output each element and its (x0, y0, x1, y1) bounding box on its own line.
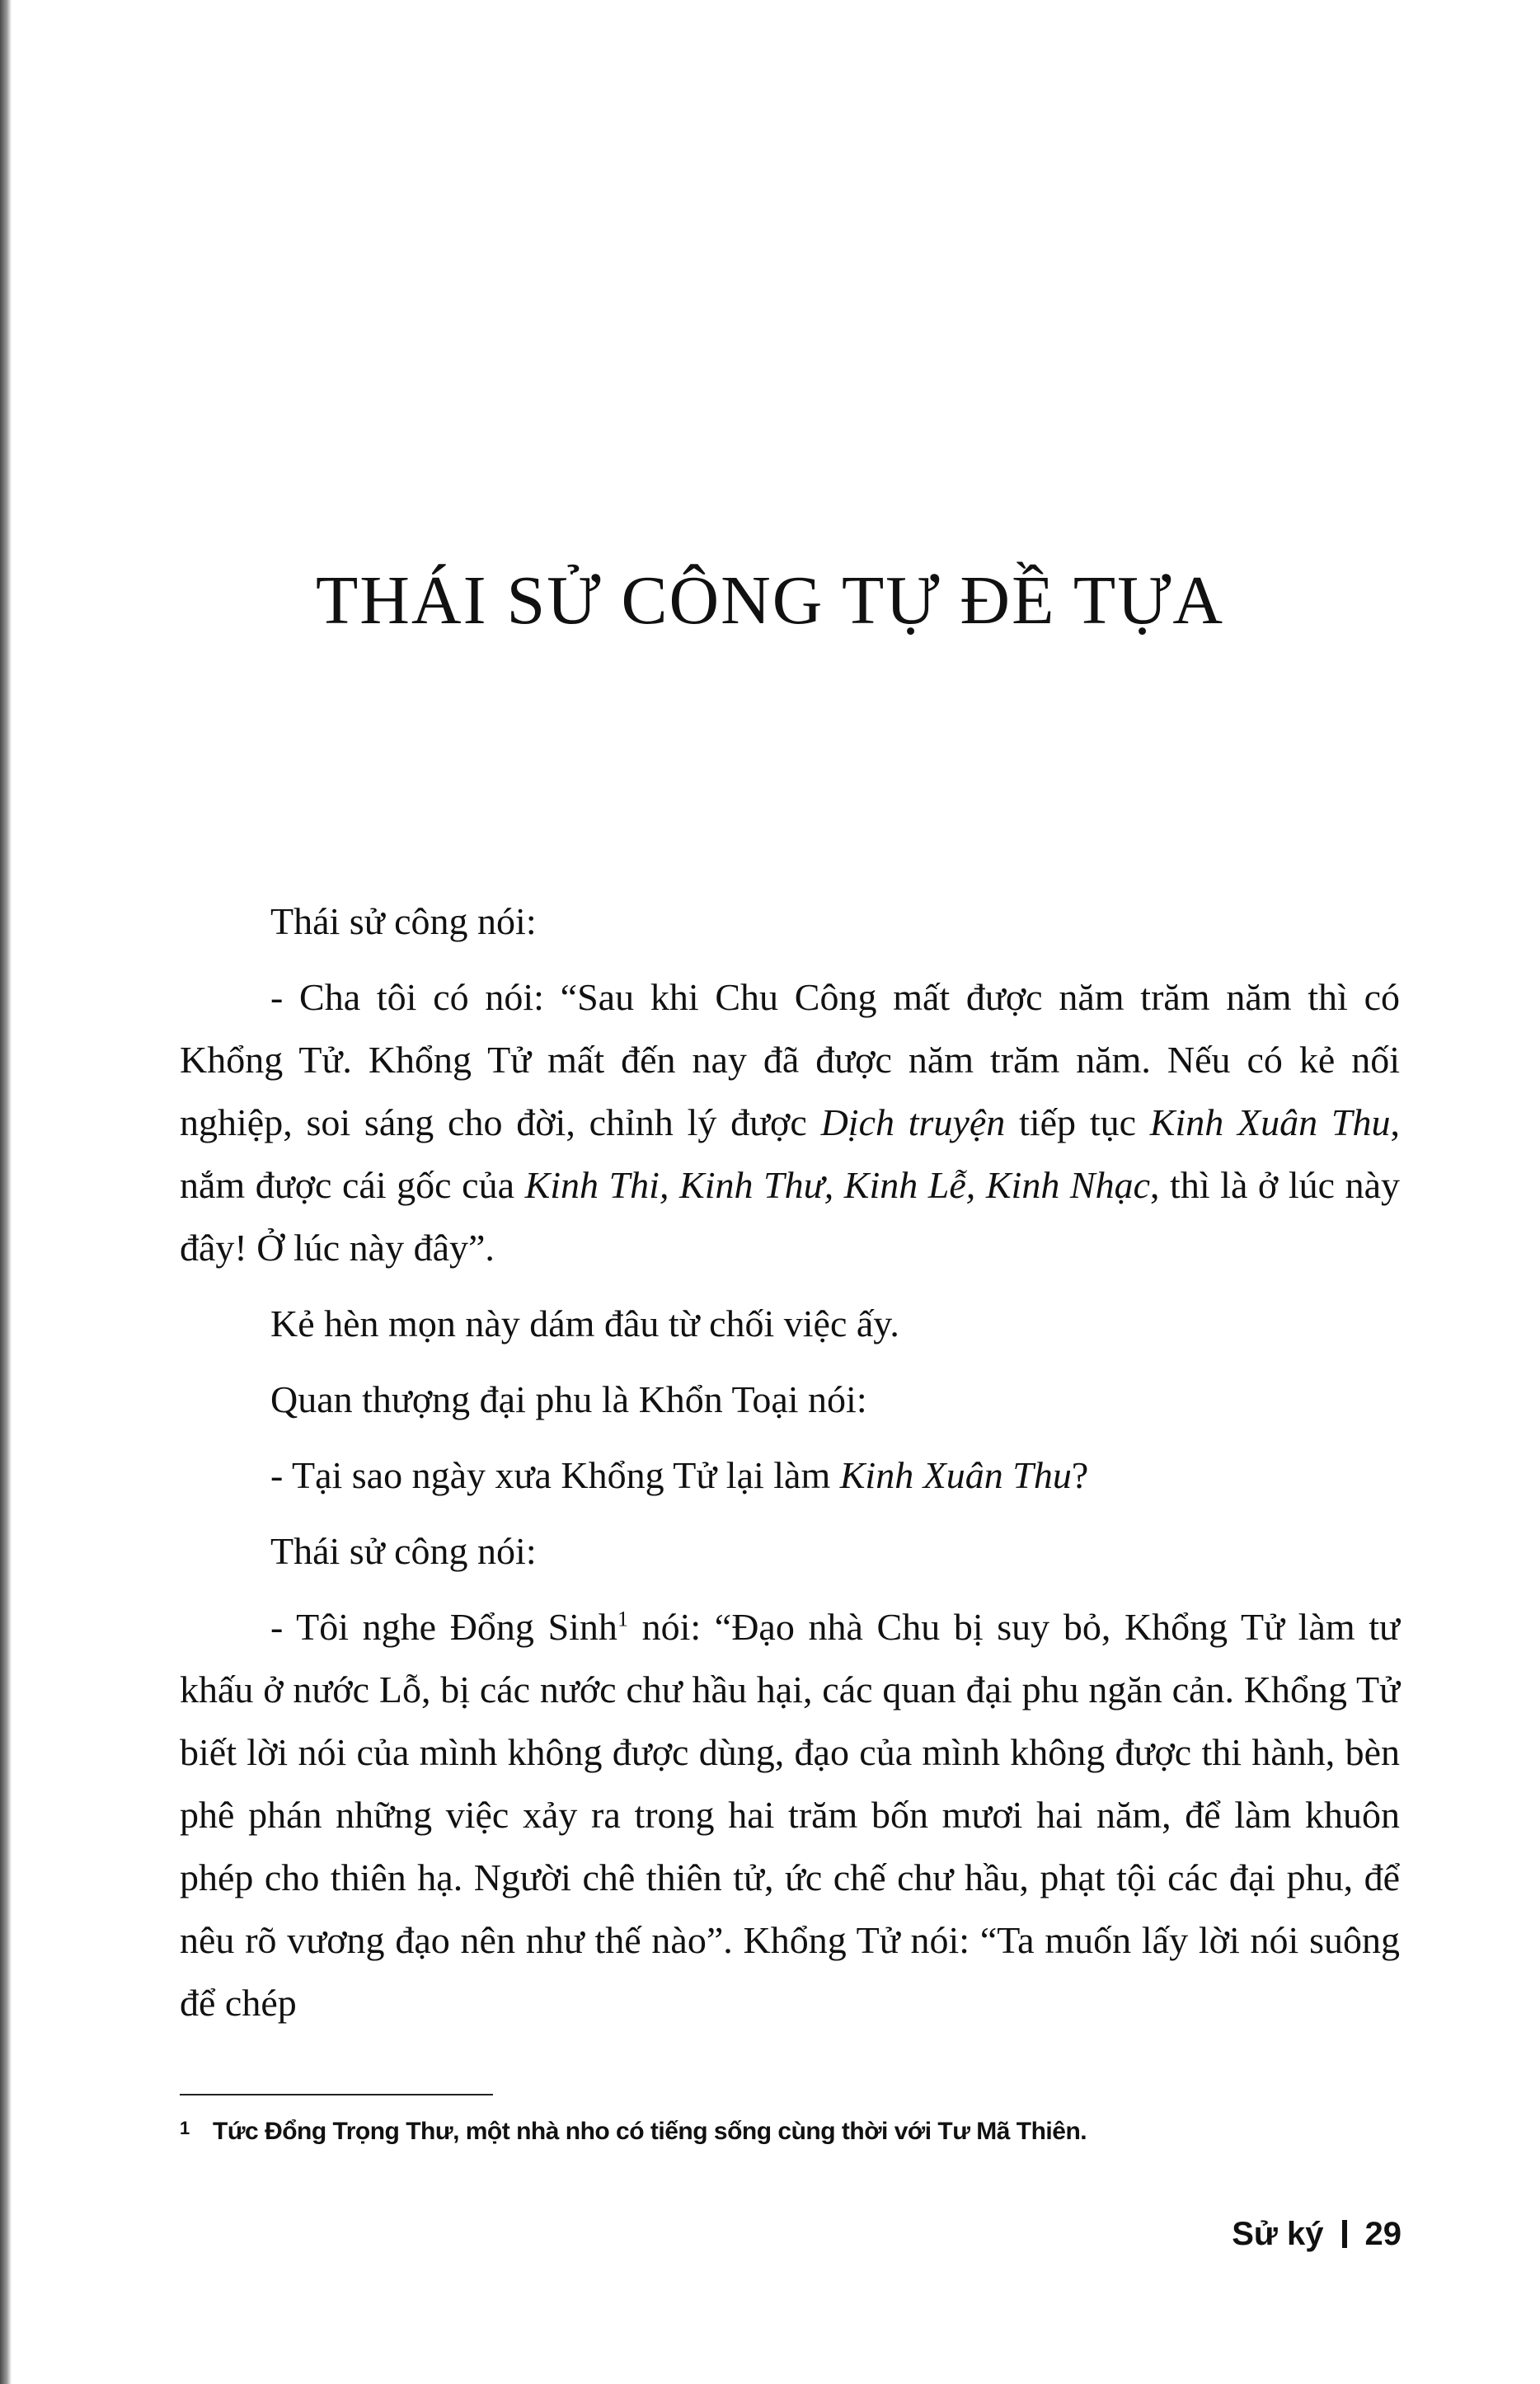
page-number: 29 (1364, 2216, 1401, 2252)
paragraph: Quan thượng đại phu là Khổn Toại nói: (270, 1378, 867, 1420)
paragraph: Thái sử công nói: (270, 900, 537, 942)
body-text (180, 890, 1400, 2048)
italic-title: Kinh Thi, Kinh Thư, Kinh Lễ, Kinh Nhạc (524, 1164, 1150, 1206)
paragraph: Kẻ hèn mọn này dám đâu từ chối việc ấy. (270, 1302, 899, 1345)
footnote-divider (180, 2094, 493, 2095)
italic-title: Kinh Xuân Thu (839, 1454, 1072, 1496)
running-footer (1232, 2216, 1401, 2253)
page-binding-edge (0, 0, 12, 2384)
italic-title: Dịch truyện (820, 1101, 1006, 1143)
footnote-text: Tức Đổng Trọng Thư, một nhà nho có tiếng sống cùng thời với Tư Mã Thiên. (213, 2118, 1087, 2145)
paragraph: - Tại sao ngày xưa Khổng Tử lại làm Kinh Xuân Thu? (270, 1454, 1089, 1496)
paragraph: - Tôi nghe Đổng Sinh$^1$ nói: “Đạo nhà Chu bị suy bỏ, Khổng Tử làm tư khấu ở nước Lỗ, bị các nước chư hầu hại, các quan đại phu ngăn cản. Khổng Tử biết lời nói của mình không được dùng, đạo của mình không được thi hành, bèn phê phán những việc xảy ra trong hai trăm bốn mươi hai năm, để làm khuôn phép cho thiên hạ. Người chê thiên tử, ức chế chư hầu, phạt tội các đại phu, để nêu rõ vương đạo nên như thế nào”. Khổng Tử nói: “Ta muốn lấy lời nói suông để chép (180, 1606, 1400, 2024)
footnote-number: 1 (180, 2118, 190, 2138)
footnote (180, 2112, 1400, 2148)
footnote-ref: 1 (617, 1607, 628, 1631)
paragraph: - Cha tôi có nói: “Sau khi Chu Công mất được năm trăm năm thì có Khổng Tử. Khổng Tử mất đến nay đã được năm trăm năm. Nếu có kẻ nối nghiệp, soi sáng cho đời, chỉnh lý được Dịch truyện tiếp tục Kinh Xuân Thu, nắm được cái gốc của Kinh Thi, Kinh Thư, Kinh Lễ, Kinh Nhạc, thì là ở lúc này đây! Ở lúc này đây”. (180, 976, 1400, 1269)
book-title: Sử ký (1232, 2216, 1324, 2252)
chapter-title: THÁI SỬ CÔNG TỰ ĐỀ TỰA (315, 562, 1225, 639)
paragraph: Thái sử công nói: (270, 1530, 537, 1572)
footer-separator (1342, 2220, 1347, 2248)
italic-title: Kinh Xuân Thu (1149, 1101, 1391, 1143)
